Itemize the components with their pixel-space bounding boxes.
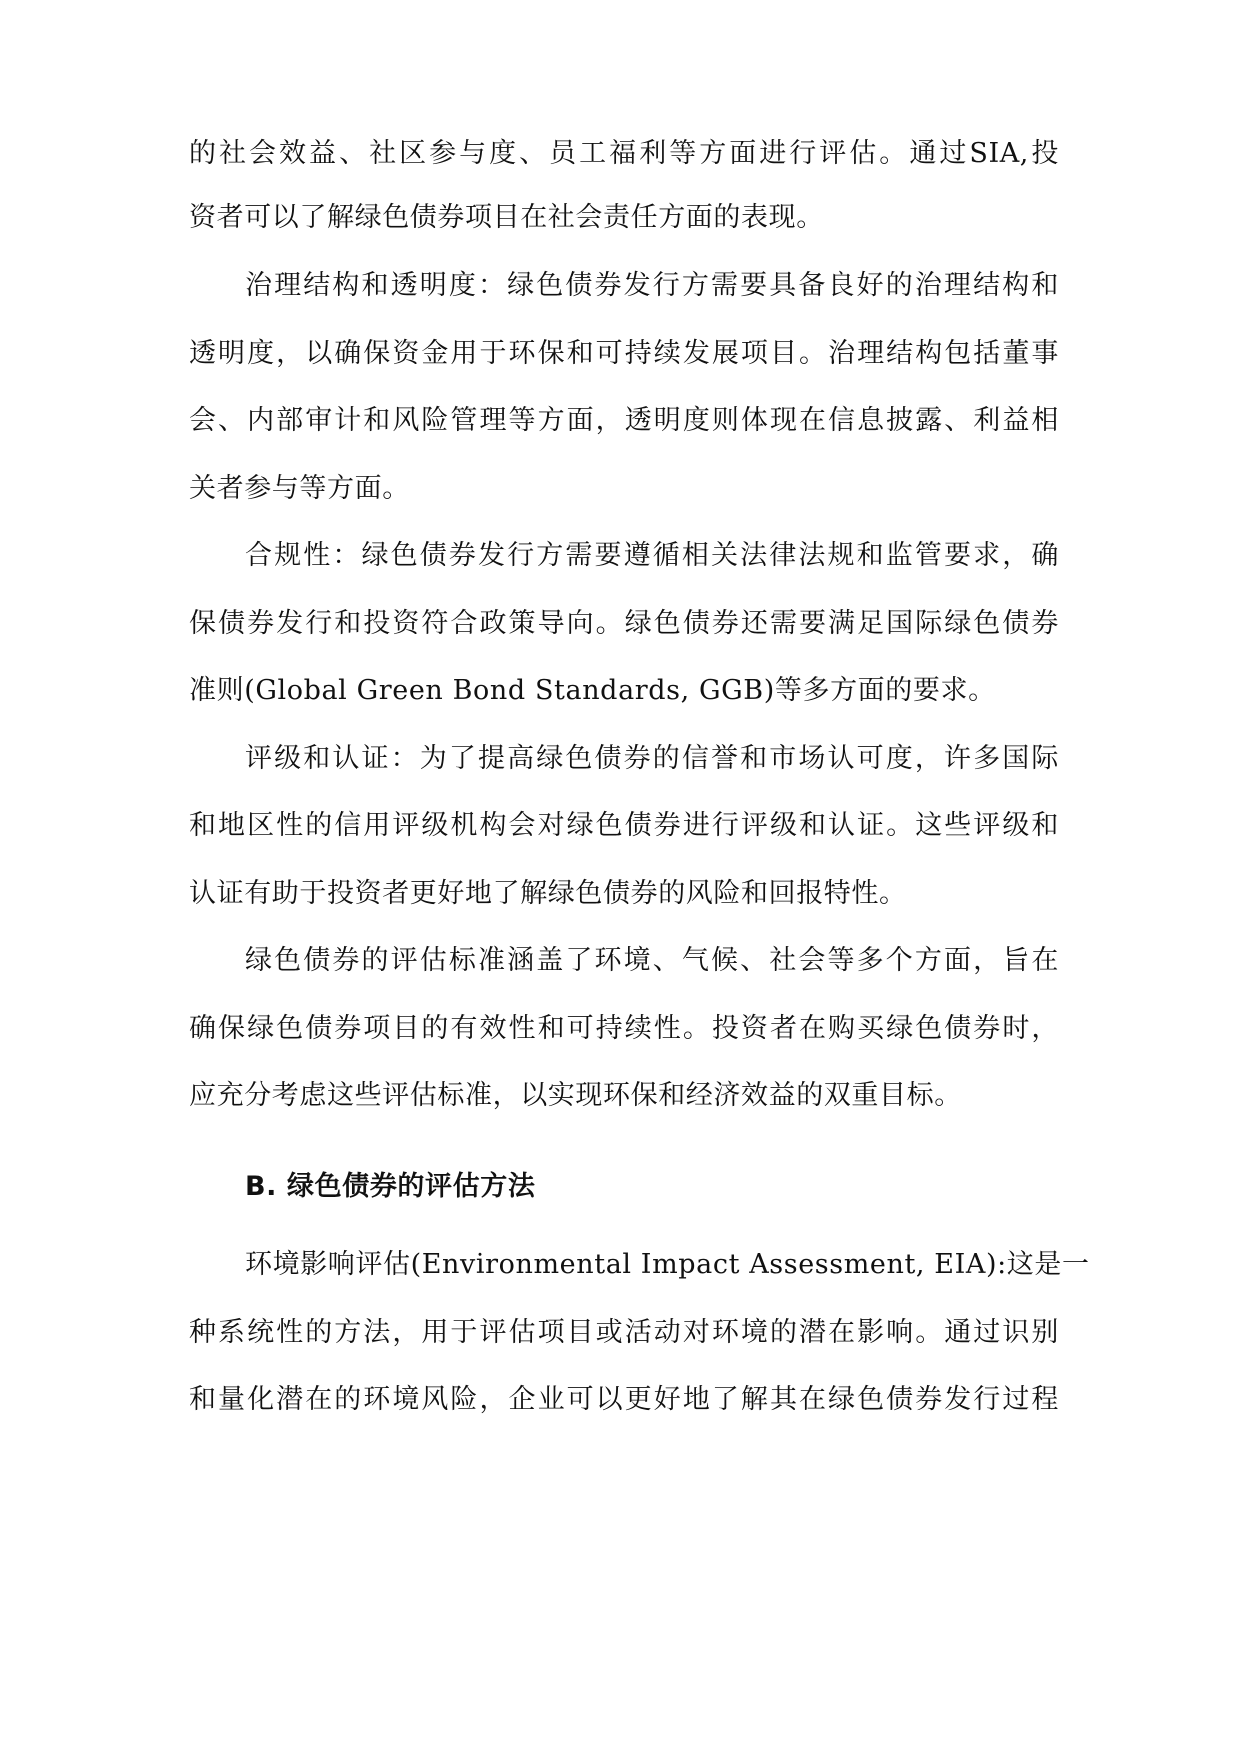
- paragraph-1-line-2: 资者可以了解绿色债券项目在社会责任方面的表现。: [189, 202, 824, 233]
- section-paragraph-line-3: 和量化潜在的环境风险，企业可以更好地了解其在绿色债券发行过程: [189, 1384, 1059, 1415]
- paragraph-3-line-2: 保债券发行和投资符合政策导向。绿色债券还需要满足国际绿色债券: [189, 608, 1059, 639]
- paragraph-2-line-3: 会、内部审计和风险管理等方面，透明度则体现在信息披露、利益相: [189, 405, 1059, 436]
- paragraph-2-line-4: 关者参与等方面。: [189, 473, 410, 504]
- paragraph-5-line-2: 确保绿色债券项目的有效性和可持续性。投资者在购买绿色债券时，: [189, 1013, 1059, 1044]
- section-heading: B. 绿色债券的评估方法: [245, 1171, 536, 1202]
- section-paragraph-line-1: 环境影响评估(Environmental Impact Assessment, EIA):这是一: [245, 1249, 1090, 1280]
- paragraph-4-line-1: 评级和认证：为了提高绿色债券的信誉和市场认可度，许多国际: [245, 743, 1059, 774]
- paragraph-4-line-3: 认证有助于投资者更好地了解绿色债券的风险和回报特性。: [189, 878, 907, 909]
- paragraph-1-line-1: 的社会效益、社区参与度、员工福利等方面进行评估。通过SIA,投: [189, 138, 1059, 169]
- paragraph-5-line-3: 应充分考虑这些评估标准，以实现环保和经济效益的双重目标。: [189, 1080, 962, 1111]
- paragraph-3-line-3: 准则(Global Green Bond Standards, GGB)等多方面的要求。: [189, 675, 996, 706]
- paragraph-2-line-1: 治理结构和透明度：绿色债券发行方需要具备良好的治理结构和: [245, 270, 1059, 301]
- paragraph-3-line-1: 合规性：绿色债券发行方需要遵循相关法律法规和监管要求，确: [245, 540, 1059, 571]
- paragraph-2-line-2: 透明度，以确保资金用于环保和可持续发展项目。治理结构包括董事: [189, 338, 1059, 369]
- paragraph-4-line-2: 和地区性的信用评级机构会对绿色债券进行评级和认证。这些评级和: [189, 810, 1059, 841]
- section-paragraph-line-2: 种系统性的方法，用于评估项目或活动对环境的潜在影响。通过识别: [189, 1317, 1059, 1348]
- paragraph-5-line-1: 绿色债券的评估标准涵盖了环境、气候、社会等多个方面，旨在: [245, 945, 1059, 976]
